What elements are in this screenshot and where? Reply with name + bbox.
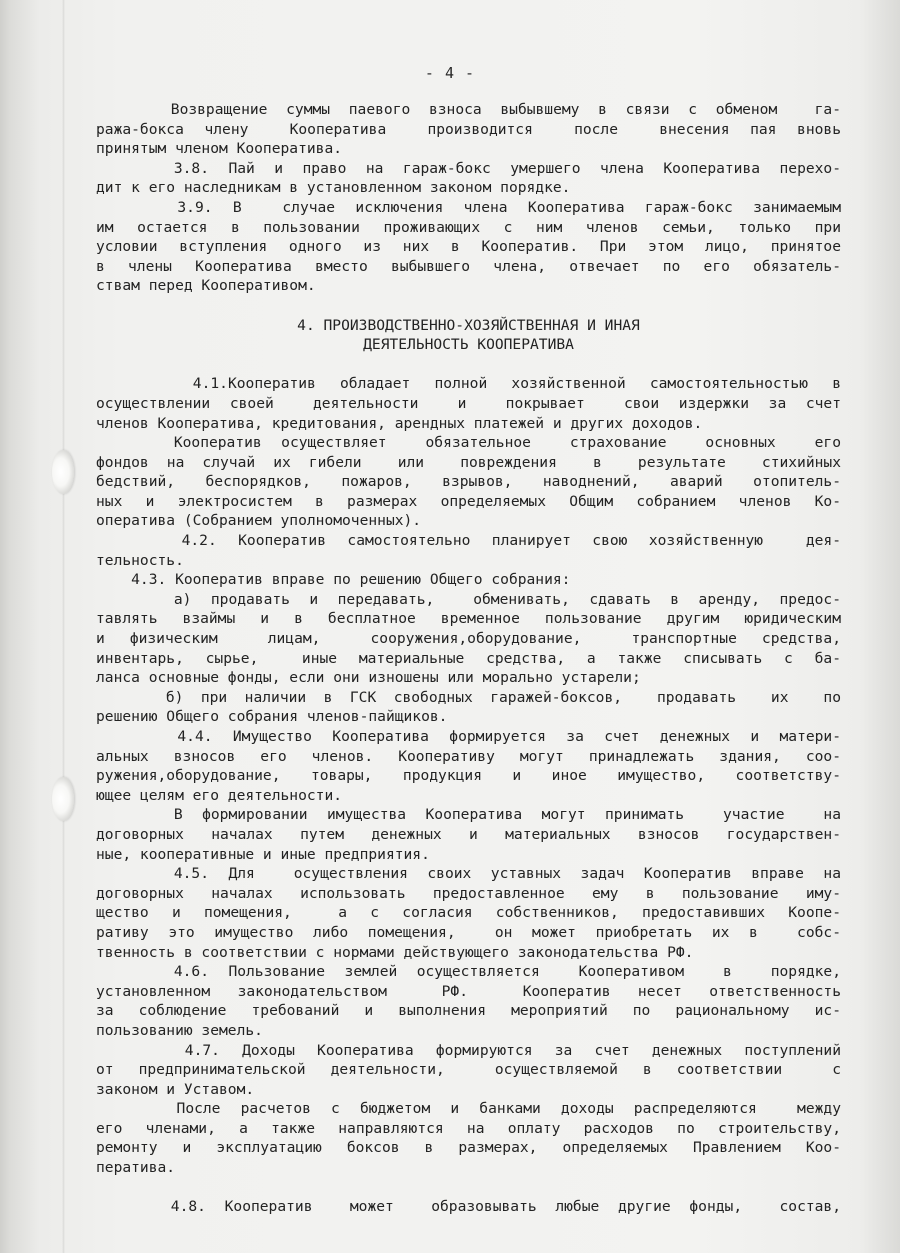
text-line: а) продавать и передавать, обменивать, сдавать в аренду, предос-	[96, 590, 841, 608]
text-line: законом и Уставом.	[96, 1080, 255, 1098]
text-line: Кооператив осуществляет обязательное страхование основных его	[96, 434, 841, 452]
text-line: решению Общего собрания членов-пайщиков.	[96, 708, 448, 726]
text-line: ные, кооперативные и иные предприятия.	[96, 845, 430, 863]
text-line: и физическим лицам, сооружения,оборудование, транспортные средства,	[96, 630, 841, 648]
text-line: тавлять взаймы и в бесплатное временное пользование другим юридическим	[96, 610, 841, 628]
text-line: 4.3. Кооператив вправе по решению Общего собрания:	[96, 571, 571, 589]
section-heading-line-2: ДЕЯТЕЛЬНОСТЬ КООПЕРАТИВА	[363, 336, 574, 354]
text-line: условии вступления одного из них в Кооператив. При этом лицо, принятое	[96, 238, 841, 256]
text-line: 4.5. Для осуществления своих уставных задач Кооператив вправе на	[96, 865, 841, 883]
text-line: им остается в пользовании проживающих с ним членов семьи, только при	[96, 218, 841, 236]
text-line: бедствий, беспорядков, пожаров, взрывов, наводнений, аварий отопитель-	[96, 473, 841, 491]
text-line: ремонту и эксплуатацию боксов в размерах, определяемых Правлением Коо-	[96, 1139, 841, 1157]
text-line: ража-бокса члену Кооператива производится после внесения пая вновь	[96, 120, 841, 138]
text-line: 4.1.Кооператив обладает полной хозяйственной самостоятельностью в	[96, 375, 841, 393]
text-line: оператива (Собранием уполномоченных).	[96, 512, 422, 530]
punch-hole-top	[52, 450, 74, 494]
text-line: договорных началах использовать предоставленное ему в пользование иму-	[96, 884, 841, 902]
text-line: дит к его наследникам в установленном законом порядке.	[96, 179, 571, 197]
text-line: осуществлении своей деятельности и покрывает свои издержки за счет	[96, 394, 841, 412]
text-line: инвентарь, сырье, иные материальные средства, а также списывать с ба-	[96, 649, 841, 667]
text-line: 3.8. Пай и право на гараж-бокс умершего члена Кооператива перехо-	[96, 159, 841, 177]
text-line: 4.4. Имущество Кооператива формируется за счет денежных и матери-	[96, 728, 841, 745]
page-fold-shadow	[62, 0, 65, 1253]
text-line: тельность.	[96, 551, 184, 569]
text-line: ланса основные фонды, если они изношены или морально устарели;	[96, 669, 641, 687]
punch-hole-bottom	[52, 777, 74, 821]
section-heading-line-1: 4. ПРОИЗВОДСТВЕННО-ХОЗЯЙСТВЕННАЯ И ИНАЯ	[297, 316, 640, 334]
text-line: ствам перед Кооперативом.	[96, 277, 316, 295]
text-line: ративу это имущество либо помещения, он может приобретать их в собс-	[96, 923, 841, 941]
text-line: ружения,оборудование, товары, продукция и иное имущество, соответству-	[96, 767, 841, 785]
text-line: 4.2. Кооператив самостоятельно планирует свою хозяйственную дея-	[96, 532, 841, 550]
text-line: его членами, а также направляются на оплату расходов по строительству,	[96, 1119, 841, 1137]
text-line: б) при наличии в ГСК свободных гаражей-боксов, продавать их по	[96, 688, 841, 706]
text-line: фондов на случай их гибели или повреждения в результате стихийных	[96, 453, 841, 471]
text-line: 4.7. Доходы Кооператива формируются за счет денежных поступлений	[96, 1041, 841, 1059]
text-line: ющее целям его деятельности.	[96, 786, 343, 804]
text-line: 3.9. В случае исключения члена Кооператива гараж-бокс занимаемым	[96, 198, 841, 216]
document-body	[96, 100, 841, 1217]
blank-line	[96, 355, 841, 375]
text-line: щество и помещения, а с согласия собственников, предоставивших Коопе-	[96, 904, 841, 922]
text-line: твенность в соответствии с нормами действующего законодательства РФ.	[96, 943, 694, 961]
text-line: от предпринимательской деятельности, осуществляемой в соответствии с	[96, 1061, 841, 1079]
blank-line	[96, 296, 841, 316]
page-number: - 4 -	[424, 64, 476, 82]
text-line: за соблюдение требований и выполнения мероприятий по рациональному ис-	[96, 1002, 841, 1020]
text-line: 4.6. Пользование землей осуществляется Кооперативом в порядке,	[96, 963, 841, 981]
blank-line	[96, 1178, 841, 1198]
text-line: После расчетов с бюджетом и банками доходы распределяются между	[96, 1100, 841, 1118]
text-line: в члены Кооператива вместо выбывшего члена, отвечает по его обязатель-	[96, 257, 841, 275]
text-line: альных взносов его членов. Кооперативу могут принадлежать здания, соо-	[96, 747, 841, 765]
text-line: Возвращение суммы паевого взноса выбывшему в связи с обменом га-	[96, 101, 841, 118]
text-line: ных и электросистем в размерах определяемых Общим собранием членов Ко-	[96, 492, 841, 510]
text-line: В формировании имущества Кооператива могут принимать участие на	[96, 806, 841, 824]
text-line: ператива.	[96, 1159, 176, 1177]
text-line: членов Кооператива, кредитования, арендных платежей и других доходов.	[96, 414, 703, 432]
text-line: 4.8. Кооператив может образовывать любые другие фонды, состав,	[96, 1198, 841, 1216]
text-line: установленном законодательством РФ. Кооператив несет ответственность	[96, 982, 841, 1000]
text-line: договорных началах путем денежных и материальных взносов государствен-	[96, 825, 841, 843]
text-line: пользованию земель.	[96, 1021, 263, 1039]
text-line: принятым членом Кооператива.	[96, 140, 343, 158]
